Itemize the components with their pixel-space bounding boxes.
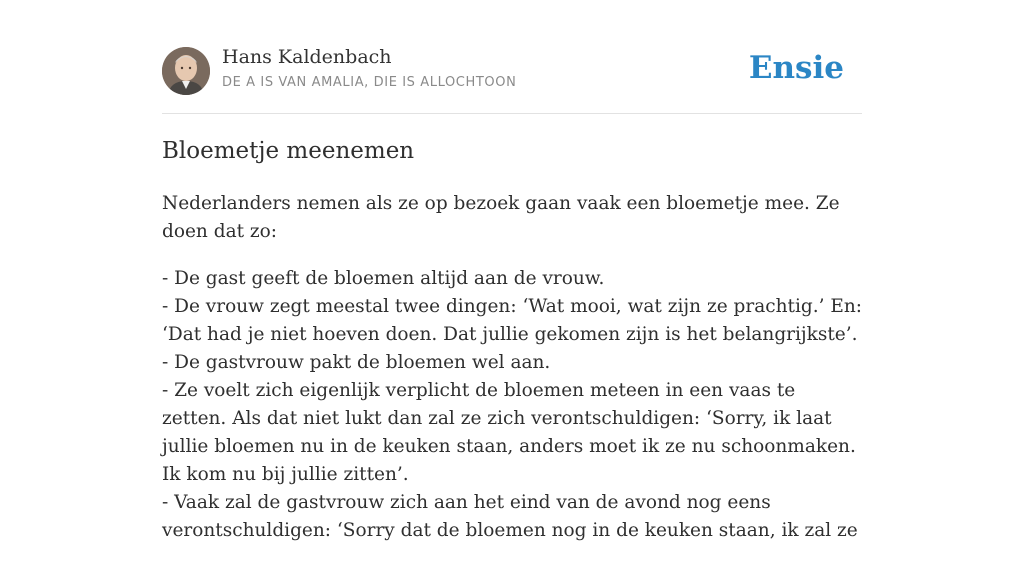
list-item: - Vaak zal de gastvrouw zich aan het eind van de avond nog eens verontschuldigen: ‘Sorry dat de bloemen nog in de keuken staan, ik zal ze xyxy=(162,492,858,541)
avatar-portrait-icon xyxy=(162,47,210,95)
list-item: - De gast geeft de bloemen altijd aan de vrouw. xyxy=(162,268,605,289)
list-item: - Ze voelt zich eigenlijk verplicht de bloemen meteen in een vaas te zetten. Als dat niet lukt dan zal ze zich verontschuldigen: ‘Sorry, ik laat jullie bloemen nu in de keuken staan, anders moet ik ze nu schoonmaken. Ik kom nu bij jullie zitten’. xyxy=(162,380,856,485)
collection-title[interactable]: DE A IS VAN AMALIA, DIE IS ALLOCHTOON xyxy=(222,75,517,90)
author-name[interactable]: Hans Kaldenbach xyxy=(222,46,392,68)
author-header xyxy=(162,46,862,96)
brand-logo[interactable]: Ensie xyxy=(748,50,844,86)
header-divider xyxy=(162,113,862,114)
article-list xyxy=(162,265,862,545)
article-intro: Nederlanders nemen als ze op bezoek gaan vaak een bloemetje mee. Ze doen dat zo: xyxy=(162,193,840,242)
article-title: Bloemetje meenemen xyxy=(162,138,415,164)
article-body xyxy=(162,190,862,564)
list-item: - De gastvrouw pakt de bloemen wel aan. xyxy=(162,352,551,373)
author-avatar[interactable] xyxy=(162,47,210,95)
list-item: - De vrouw zegt meestal twee dingen: ‘Wat mooi, wat zijn ze prachtig.’ En: ‘Dat had je niet hoeven doen. Dat jullie gekomen zijn is het belangrijkste’. xyxy=(162,296,863,345)
